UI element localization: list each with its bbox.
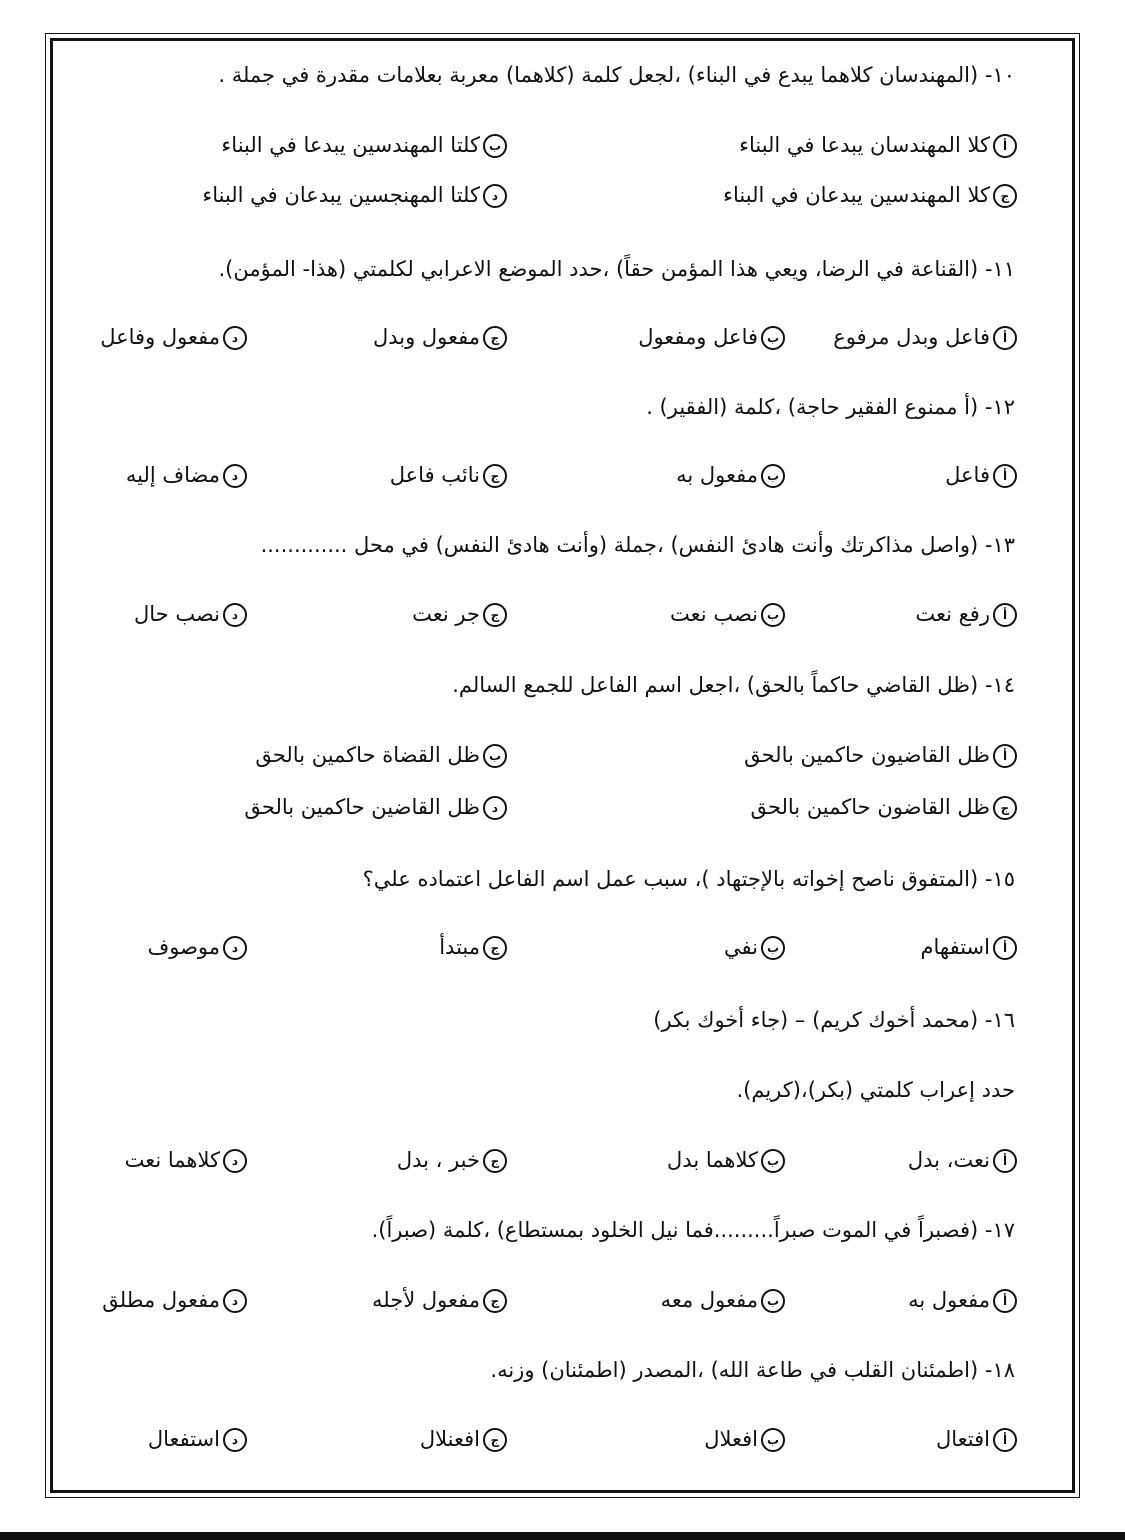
question-16-subprompt: حدد إعراب كلمتي (بكر)،(كريم).: [736, 1078, 1015, 1102]
option-letter-b: ب: [761, 1149, 785, 1173]
q10-option-c[interactable]: [723, 183, 1017, 208]
q18-option-a[interactable]: [936, 1427, 1017, 1452]
option-text: مفعول به: [676, 463, 758, 487]
q12-option-d[interactable]: [126, 463, 247, 488]
q12-option-c[interactable]: [390, 463, 507, 488]
q18-option-c[interactable]: [420, 1427, 507, 1452]
option-letter-c: ج: [483, 603, 507, 627]
option-text: ظل القاضيون حاكمين بالحق: [744, 743, 990, 767]
option-text: افعلال: [704, 1427, 758, 1451]
option-letter-b: ب: [761, 1428, 785, 1452]
q10-option-b[interactable]: [221, 133, 507, 158]
q13-option-a[interactable]: [915, 602, 1017, 627]
option-text: مضاف إليه: [125, 463, 220, 487]
q12-option-a[interactable]: [945, 463, 1017, 488]
option-letter-b: ب: [761, 603, 785, 627]
q17-option-c[interactable]: [372, 1288, 507, 1313]
q16-option-b[interactable]: [667, 1148, 785, 1173]
bottom-rule: [0, 1532, 1125, 1540]
option-text: نعت، بدل: [907, 1148, 990, 1172]
option-letter-b: ب: [761, 936, 785, 960]
option-text: افعنلال: [419, 1427, 480, 1451]
option-letter-c: ج: [483, 1289, 507, 1313]
q13-option-b[interactable]: [670, 602, 785, 627]
q11-option-c[interactable]: [373, 325, 507, 350]
q18-option-d[interactable]: [148, 1427, 247, 1452]
option-letter-c: ج: [483, 326, 507, 350]
option-letter-d: د: [223, 1428, 247, 1452]
option-text: مبتدأ: [439, 935, 480, 959]
option-letter-b: ب: [761, 326, 785, 350]
option-letter-d: د: [223, 464, 247, 488]
option-letter-c: ج: [483, 936, 507, 960]
option-text: كلتا المهنجسين يبدعان في البناء: [202, 183, 480, 207]
q15-option-c[interactable]: [439, 935, 507, 960]
option-letter-a: أ: [993, 134, 1017, 158]
question-15-stem: ١٥- (المتفوق ناصح إخواته بالإجتهاد )، سبب عمل اسم الفاعل اعتماده علي؟: [362, 867, 1015, 891]
option-letter-d: د: [223, 936, 247, 960]
q13-option-d[interactable]: [134, 602, 247, 627]
option-text: استفهام: [920, 935, 990, 959]
question-16-stem: ١٦- (محمد أخوك كريم) – (جاء أخوك بكر): [653, 1008, 1015, 1032]
q10-option-a[interactable]: [739, 133, 1017, 158]
option-text: نصب نعت: [670, 602, 758, 626]
option-letter-a: أ: [993, 936, 1017, 960]
question-12-stem: ١٢- (أ ممنوع الفقير حاجة) ،كلمة (الفقير) .: [646, 395, 1015, 419]
option-letter-d: د: [483, 184, 507, 208]
question-13-stem: ١٣- (واصل مذاكرتك وأنت هادئ النفس) ،جملة (وأنت هادئ النفس) في محل .............: [260, 533, 1015, 557]
option-letter-d: د: [223, 1289, 247, 1313]
option-text: فاعل وبدل مرفوع: [833, 325, 990, 349]
q15-option-d[interactable]: [147, 935, 247, 960]
option-text: ظل القضاة حاكمين بالحق: [255, 743, 480, 767]
option-letter-d: د: [223, 603, 247, 627]
option-text: ظل القاضون حاكمين بالحق: [750, 795, 990, 819]
option-text: كلتا المهندسين يبدعا في البناء: [221, 133, 480, 157]
q16-option-d[interactable]: [125, 1148, 247, 1173]
q15-option-b[interactable]: [724, 935, 785, 960]
q11-option-d[interactable]: [100, 325, 247, 350]
option-text: مفعول به: [908, 1288, 990, 1312]
question-10-stem: ١٠- (المهندسان كلاهما يبدع في البناء) ،لجعل كلمة (كلاهما) معربة بعلامات مقدرة في جملة .: [218, 63, 1015, 87]
option-text: مفعول مطلق: [102, 1288, 220, 1312]
option-text: فاعل: [945, 463, 990, 487]
option-letter-c: ج: [483, 464, 507, 488]
option-letter-a: أ: [993, 603, 1017, 627]
option-letter-c: ج: [993, 796, 1017, 820]
option-text: مفعول لأجله: [372, 1288, 480, 1312]
question-14-stem: ١٤- (ظل القاضي حاكماً بالحق) ،اجعل اسم الفاعل للجمع السالم.: [452, 673, 1015, 697]
option-text: نصب حال: [134, 602, 220, 626]
q14-option-c[interactable]: [750, 795, 1017, 820]
q16-option-c[interactable]: [397, 1148, 507, 1173]
option-letter-d: د: [223, 1149, 247, 1173]
q12-option-b[interactable]: [676, 463, 785, 488]
q13-option-c[interactable]: [412, 602, 507, 627]
option-text: كلاهما نعت: [124, 1148, 220, 1172]
option-letter-a: أ: [993, 1289, 1017, 1313]
question-17-stem: ١٧- (فصبراً في الموت صبراً.........فما نيل الخلود بمستطاع) ،كلمة (صبراً).: [371, 1218, 1015, 1242]
option-text: نائب فاعل: [389, 463, 480, 487]
option-text: افتعال: [936, 1427, 990, 1451]
option-letter-b: ب: [761, 1289, 785, 1313]
option-text: مفعول وفاعل: [100, 325, 220, 349]
option-text: مفعول وبدل: [372, 325, 480, 349]
option-letter-a: أ: [993, 1428, 1017, 1452]
option-text: موصوف: [147, 935, 220, 959]
q11-option-a[interactable]: [833, 325, 1017, 350]
option-letter-b: ب: [761, 464, 785, 488]
question-18-stem: ١٨- (اطمئنان القلب في طاعة الله) ،المصدر (اطمئنان) وزنه.: [490, 1358, 1015, 1382]
q15-option-a[interactable]: [921, 935, 1017, 960]
q14-option-b[interactable]: [255, 743, 507, 768]
option-letter-d: د: [483, 796, 507, 820]
option-letter-a: أ: [993, 326, 1017, 350]
option-text: خبر ، بدل: [396, 1148, 480, 1172]
option-text: كلا المهندسان يبدعا في البناء: [739, 133, 990, 157]
q14-option-a[interactable]: [744, 743, 1017, 768]
q18-option-b[interactable]: [704, 1427, 785, 1452]
option-letter-c: ج: [993, 184, 1017, 208]
q17-option-a[interactable]: [908, 1288, 1017, 1313]
q17-option-d[interactable]: [102, 1288, 247, 1313]
q17-option-b[interactable]: [661, 1288, 785, 1313]
option-text: جر نعت: [412, 602, 480, 626]
option-letter-a: أ: [993, 744, 1017, 768]
option-letter-c: ج: [483, 1149, 507, 1173]
option-letter-a: أ: [993, 464, 1017, 488]
option-letter-a: أ: [993, 1149, 1017, 1173]
option-text: رفع نعت: [915, 602, 990, 626]
question-11-stem: ١١- (القناعة في الرضا، ويعي هذا المؤمن حقاً) ،حدد الموضع الاعرابي لكلمتي (هذا- المؤمن).: [218, 257, 1015, 281]
q11-option-b[interactable]: [638, 325, 785, 350]
option-letter-b: ب: [483, 134, 507, 158]
option-letter-b: ب: [483, 744, 507, 768]
option-text: نفي: [724, 935, 758, 959]
q14-option-d[interactable]: [244, 795, 507, 820]
option-letter-c: ج: [483, 1428, 507, 1452]
option-text: كلا المهندسين يبدعان في البناء: [723, 183, 990, 207]
option-text: ظل القاضين حاكمين بالحق: [244, 795, 480, 819]
option-text: كلاهما بدل: [667, 1148, 758, 1172]
option-text: استفعال: [147, 1427, 220, 1451]
option-text: مفعول معه: [660, 1288, 758, 1312]
q10-option-d[interactable]: [202, 183, 507, 208]
option-text: فاعل ومفعول: [638, 325, 758, 349]
option-letter-d: د: [223, 326, 247, 350]
q16-option-a[interactable]: [908, 1148, 1017, 1173]
